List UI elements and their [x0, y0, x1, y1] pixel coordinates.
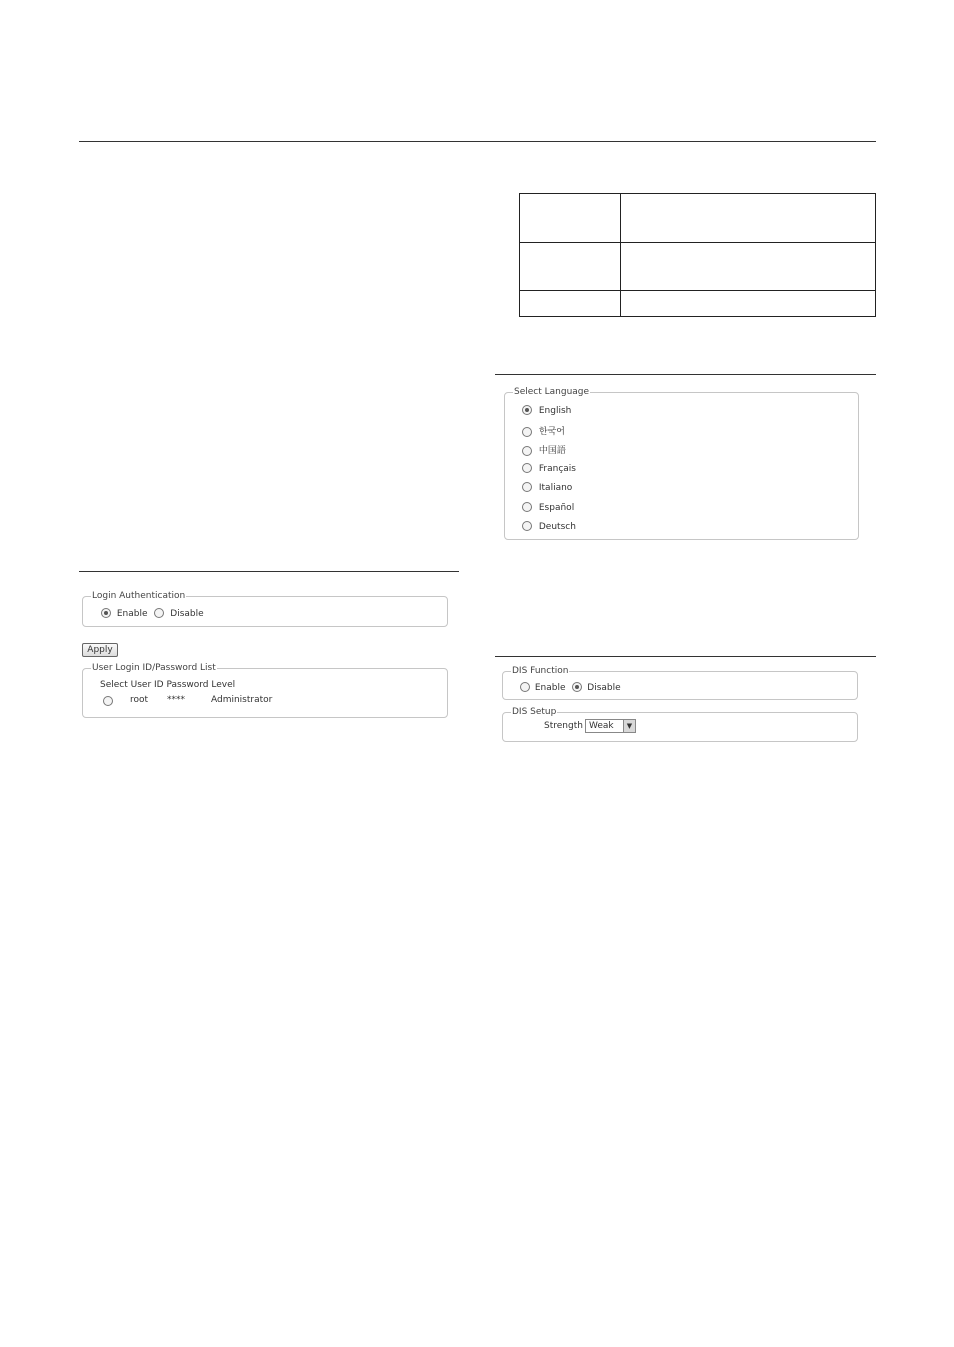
language-option-label[interactable]: 한국어	[538, 427, 565, 437]
dis-enable-label[interactable]: Enable	[534, 682, 566, 693]
col-header-select: Select	[100, 680, 128, 690]
dis-function-legend: DIS Function	[512, 666, 569, 676]
section-rule-language	[495, 374, 876, 375]
section-rule-login	[79, 571, 459, 572]
dis-disable-radio[interactable]	[572, 682, 582, 692]
language-option-english[interactable]	[522, 405, 571, 416]
login-authentication-legend: Login Authentication	[92, 591, 186, 601]
strength-select-value: Weak	[589, 721, 614, 731]
spec-table-cell	[621, 243, 876, 291]
section-rule-dis	[495, 656, 876, 657]
language-option-german[interactable]	[522, 521, 576, 532]
language-option-label[interactable]: 中国語	[538, 446, 566, 456]
language-spanish-radio[interactable]	[522, 502, 532, 512]
spec-table-cell	[621, 291, 876, 317]
dis-setup-legend: DIS Setup	[512, 707, 557, 717]
language-english-radio[interactable]	[522, 405, 532, 415]
language-korean-radio[interactable]	[522, 427, 532, 437]
apply-button[interactable]: Apply	[82, 643, 118, 657]
strength-label: Strength	[544, 721, 583, 731]
login-authentication-options	[101, 608, 204, 619]
language-option-label[interactable]: English	[538, 405, 572, 416]
password-cell: ****	[167, 695, 185, 705]
dis-function-options	[520, 682, 621, 693]
language-french-radio[interactable]	[522, 463, 532, 473]
language-option-label[interactable]: Deutsch	[538, 521, 576, 532]
user-id-cell: root	[130, 695, 149, 705]
dis-enable-radio[interactable]	[520, 682, 530, 692]
user-list-panel	[82, 663, 448, 718]
language-chinese-radio[interactable]	[522, 446, 532, 456]
language-option-chinese[interactable]	[522, 443, 566, 456]
col-header-level: Level	[211, 680, 236, 690]
language-option-italian[interactable]	[522, 482, 572, 493]
language-option-label[interactable]: Italiano	[538, 482, 573, 493]
login-enable-radio[interactable]	[101, 608, 111, 618]
language-option-label[interactable]: Español	[538, 502, 575, 513]
spec-table-cell	[520, 194, 621, 243]
language-option-french[interactable]	[522, 463, 576, 474]
spec-table-cell	[520, 291, 621, 317]
dis-disable-label[interactable]: Disable	[587, 682, 621, 693]
language-german-radio[interactable]	[522, 521, 532, 531]
strength-select[interactable]	[585, 719, 636, 733]
spec-table-cell	[520, 243, 621, 291]
col-header-user-id: User ID	[130, 680, 164, 690]
language-option-label[interactable]: Français	[538, 463, 576, 474]
col-header-password: Password	[166, 680, 209, 690]
language-option-spanish[interactable]	[522, 502, 574, 513]
spec-table	[519, 193, 876, 317]
language-option-korean[interactable]	[522, 424, 565, 437]
user-select-radio[interactable]	[103, 696, 113, 706]
login-enable-label[interactable]: Enable	[116, 608, 148, 619]
language-italian-radio[interactable]	[522, 482, 532, 492]
user-list-legend: User Login ID/Password List	[92, 663, 216, 673]
login-disable-radio[interactable]	[154, 608, 164, 618]
level-cell: Administrator	[211, 695, 273, 705]
spec-table-cell	[621, 194, 876, 243]
header-rule	[79, 141, 876, 142]
user-list-header	[100, 680, 235, 690]
chevron-down-icon[interactable]: ▼	[623, 720, 635, 732]
table-row[interactable]	[100, 694, 440, 708]
select-language-legend: Select Language	[514, 387, 590, 397]
login-disable-label[interactable]: Disable	[170, 608, 204, 619]
